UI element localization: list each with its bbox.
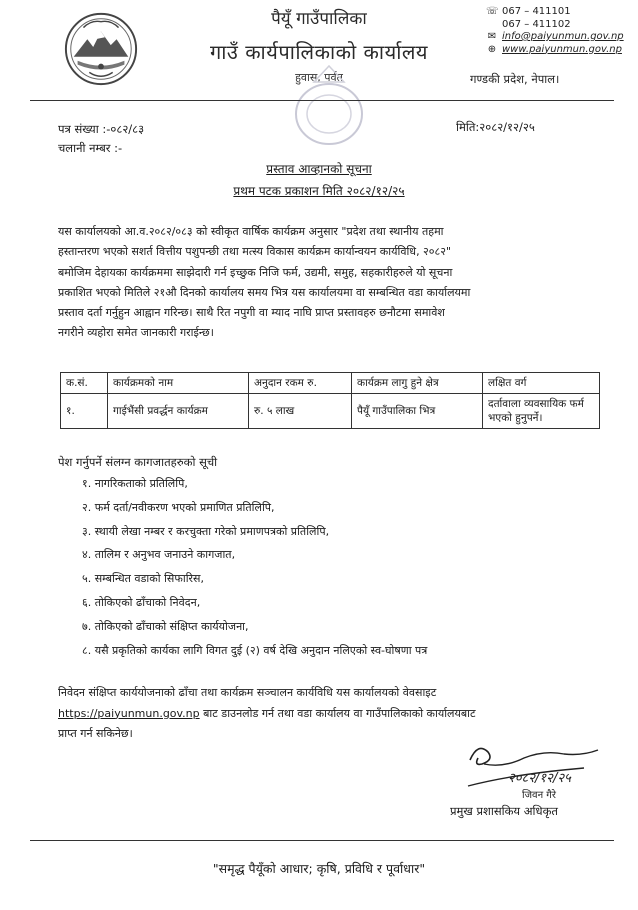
- list-item: ४. तालिम र अनुभव जनाउने कागजात,: [82, 548, 236, 562]
- reference-block: [58, 120, 144, 158]
- body-line: नगरीने व्यहोरा समेत जानकारी गराईन्छ।: [58, 326, 214, 340]
- body-line: यस कार्यालयको आ.व.२०८२/०८३ को स्वीकृत वार्षिक कार्यक्रम अनुसार "प्रदेश तथा स्थानीय तहमा: [58, 225, 444, 238]
- documents-title: पेश गर्नुपर्ने संलग्न कागजातहरुको सूची: [58, 455, 218, 469]
- globe-icon: ⊕: [487, 43, 497, 55]
- header-divider: [30, 100, 614, 101]
- contact-block: [486, 6, 624, 56]
- org-name: पैयूँ गाउँपालिका: [271, 9, 367, 29]
- office-name: गाउँ कार्यपालिकाको कार्यालय: [209, 40, 429, 64]
- cell-sn: १.: [61, 394, 108, 429]
- list-item: ७. तोकिएको ढाँचाको संक्षिप्त कार्ययोजना,: [82, 619, 249, 633]
- dispatch-no: चलानी नम्बर :-: [58, 141, 123, 155]
- download-note: [58, 683, 606, 745]
- program-table: [60, 372, 600, 429]
- col-amount: अनुदान रकम रु.: [249, 373, 352, 394]
- motto: "समृद्ध पैयूँको आधार; कृषि, प्रविधि र पूर्वाधार": [212, 861, 426, 876]
- col-area: कार्यक्रम लागु हुने क्षेत्र: [352, 373, 483, 394]
- list-item: १. नागरिकताको प्रतिलिपि,: [82, 477, 188, 490]
- list-item: ३. स्थायी लेखा नम्बर र करचुक्ता गरेको प्रमाणपत्रको प्रतिलिपि,: [82, 524, 330, 538]
- signature-name: जिवन गैरे: [522, 790, 557, 801]
- letter-date: मिति:२०८२/१२/२५: [456, 120, 535, 134]
- footer-divider: [30, 840, 614, 841]
- list-item: ८. यसै प्रकृतिको कार्यका लागि विगत दुई (२) वर्ष देखि अनुदान नलिएको स्व-घोषणा पत्र: [82, 643, 428, 657]
- phone-1: 067 – 411101: [502, 6, 571, 17]
- col-sn: क.सं.: [61, 373, 108, 394]
- notice-subtitle: प्रथम पटक प्रकाशन मिति २०८२/१२/२५: [233, 184, 405, 198]
- phone-icon: ☏: [486, 6, 499, 17]
- col-target: लक्षित वर्ग: [483, 373, 600, 394]
- body-line: प्रकाशित भएको मितिले २१औ दिनको कार्यालय समय भित्र यस कार्यालयमा वा सम्बन्धित वडा कार्यालयमा: [58, 285, 471, 299]
- body-line: हस्तान्तरण भएको सशर्त वित्तीय पशुपन्छी तथा मत्स्य विकास कार्यक्रम कार्यान्वयन कार्यविधि, २०८२": [58, 245, 451, 259]
- signature-icon: [464, 738, 604, 802]
- province-label: गण्डकी प्रदेश, नेपाल।: [470, 72, 560, 86]
- cell-program: गाईभैंसी प्रवर्द्धन कार्यक्रम: [108, 394, 249, 429]
- email-icon: ✉: [487, 31, 497, 42]
- cell-target: दर्तावाला व्यवसायिक फर्म भएको हुनुपर्ने।: [483, 394, 600, 429]
- office-address: हुवास, पर्वत: [295, 71, 343, 84]
- email-link[interactable]: info@paiyunmun.gov.np: [502, 31, 624, 42]
- signature-date: २०८२/१२/२५: [508, 771, 571, 786]
- office-stamp-icon: [292, 62, 366, 148]
- portal-link[interactable]: https://paiyunmun.gov.np: [58, 706, 200, 720]
- note-line-3: प्राप्त गर्न सकिनेछ।: [58, 727, 133, 740]
- note-line-2: [58, 704, 606, 725]
- list-item: ६. तोकिएको ढाँचाको निवेदन,: [82, 595, 201, 609]
- body-line: बमोजिम देहायका कार्यक्रममा साझेदारी गर्न इच्छुक निजि फर्म, उद्यमी, समुह, सहकारीहरुले यो सूचना: [58, 265, 453, 279]
- table-header-row: [61, 373, 600, 394]
- notice-title-wrap: [0, 160, 638, 177]
- cell-area: पैयूँ गाउँपालिका भित्र: [352, 394, 483, 429]
- notice-body: [58, 222, 606, 344]
- col-program: कार्यक्रमको नाम: [108, 373, 249, 394]
- notice-subtitle-wrap: [0, 182, 638, 199]
- note-line-1: निवेदन संक्षिप्त कार्ययोजनाको ढाँचा तथा कार्यक्रम सञ्चालन कार्यविधि यस कार्यालयको वेवसाइट: [58, 686, 437, 699]
- officer-designation: प्रमुख प्रशासकिय अधिकृत: [450, 804, 558, 818]
- notice-title: प्रस्ताव आव्हानको सूचना: [266, 162, 372, 176]
- table-row: [61, 394, 600, 429]
- phone-2: 067 – 411102: [502, 18, 571, 30]
- body-line: प्रस्ताव दर्ता गर्नुहुन आह्वान गरिन्छ। साथै रित नपुगी वा म्याद नाघि प्राप्त प्रस्तावहरु छनौटमा समावेश: [58, 306, 445, 320]
- website-link[interactable]: www.paiyunmun.gov.np: [502, 43, 622, 55]
- note-line-2-text: बाट डाउनलोड गर्न तथा वडा कार्यालय वा गाउँपालिकाको कार्यालयबाट: [199, 706, 476, 720]
- cell-amount: रु. ५ लाख: [249, 394, 352, 429]
- list-item: ५. सम्बन्धित वडाको सिफारिस,: [82, 572, 204, 586]
- ref-no: पत्र संख्या :-०८२/८३: [58, 122, 145, 136]
- documents-list: [82, 472, 427, 662]
- list-item: २. फर्म दर्ता/नवीकरण भएको प्रमाणित प्रतिलिपि,: [82, 500, 275, 514]
